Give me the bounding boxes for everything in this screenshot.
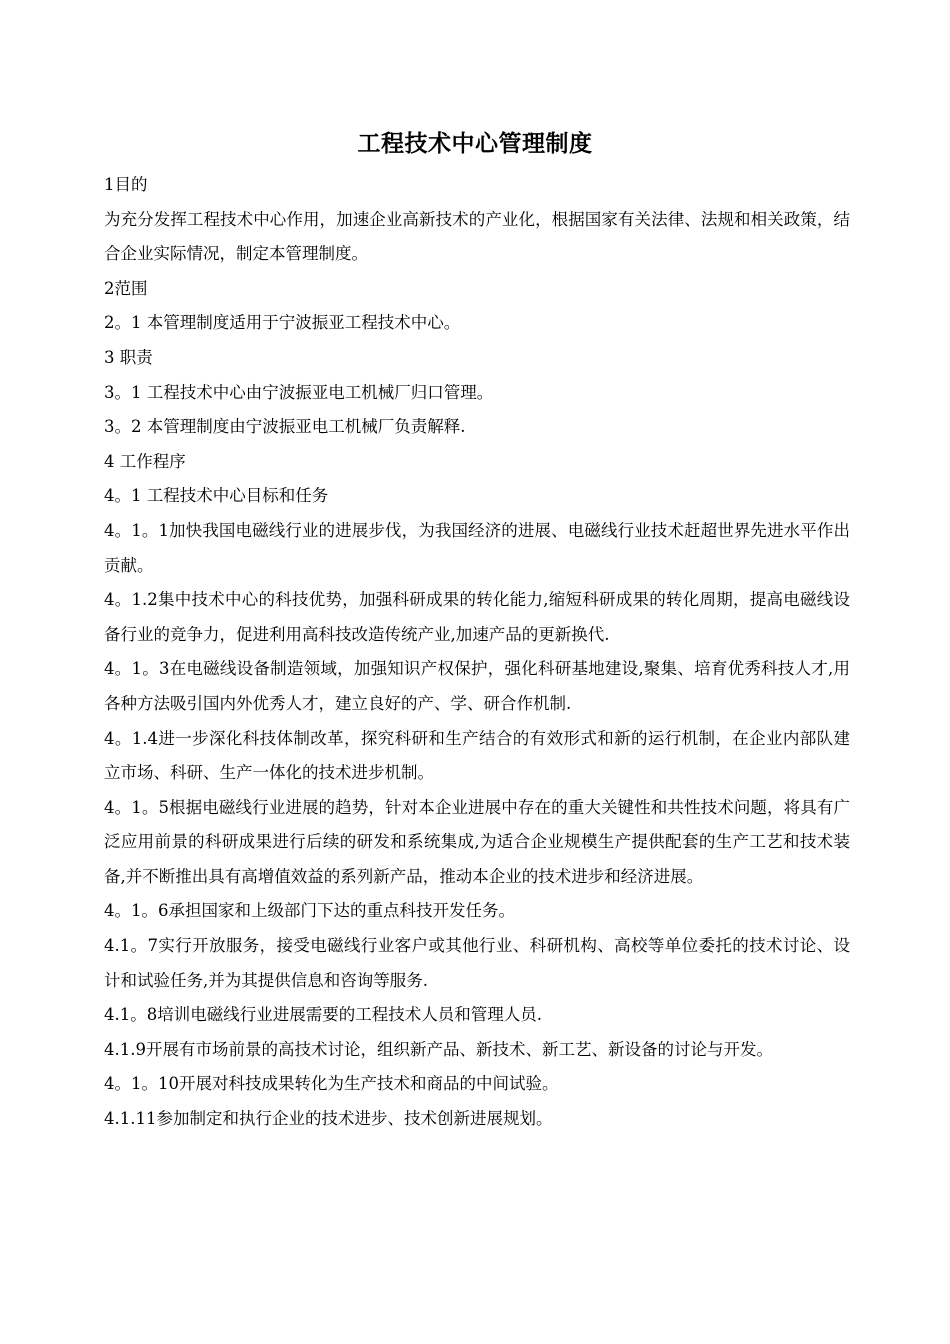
paragraph-4-1-7: 4.1。7实行开放服务，接受电磁线行业客户或其他行业、科研机构、高校等单位委托的技术讨论、设计和试验任务,并为其提供信息和咨询等服务. bbox=[104, 936, 850, 990]
paragraph-4-1-1: 4。1。1加快我国电磁线行业的进展步伐，为我国经济的进展、电磁线行业技术赶超世界先进水平作出贡献。 bbox=[104, 520, 850, 575]
paragraph-4-1-6: 4。1。6承担国家和上级部门下达的重点科技开发任务。 bbox=[104, 901, 515, 921]
paragraph-4-1-4: 4。1.4进一步深化科技体制改革，探究科研和生产结合的有效形式和新的运行机制，在企业内部队建立市场、科研、生产一体化的技术进步机制。 bbox=[104, 728, 850, 783]
document-body bbox=[104, 168, 850, 1137]
paragraph-4-1-11: 4.1.11参加制定和执行企业的技术进步、技术创新进展规划。 bbox=[104, 1109, 553, 1129]
paragraph-4-1-2: 4。1.2集中技术中心的科技优势，加强科研成果的转化能力,缩短科研成果的转化周期，提高电磁线设备行业的竞争力，促进利用高科技改造传统产业,加速产品的更新换代. bbox=[104, 590, 850, 644]
paragraph-4-1-5: 4。1。5根据电磁线行业进展的趋势，针对本企业进展中存在的重大关键性和共性技术问题，将具有广泛应用前景的科研成果进行后续的研发和系统集成,为适合企业规模生产提供配套的生产工艺和技术装备,并不断推出具有高增值效益的系列新产品，推动本企业的技术进步和经济进展。 bbox=[104, 797, 850, 886]
paragraph-purpose: 为充分发挥工程技术中心作用，加速企业高新技术的产业化，根据国家有关法律、法规和相关政策，结合企业实际情况，制定本管理制度。 bbox=[104, 209, 850, 264]
paragraph-2-1: 2。1 本管理制度适用于宁波振亚工程技术中心。 bbox=[104, 313, 461, 333]
paragraph-3-2: 3。2 本管理制度由宁波振亚电工机械厂负责解释. bbox=[104, 417, 466, 437]
section-heading-scope: 2范围 bbox=[104, 278, 148, 298]
paragraph-4-1: 4。1 工程技术中心目标和任务 bbox=[104, 486, 329, 506]
paragraph-4-1-8: 4.1。8培训电磁线行业进展需要的工程技术人员和管理人员. bbox=[104, 1005, 542, 1025]
section-heading-duties: 3 职责 bbox=[104, 347, 153, 367]
paragraph-4-1-9: 4.1.9开展有市场前景的高技术讨论，组织新产品、新技术、新工艺、新设备的讨论与开发。 bbox=[104, 1039, 773, 1059]
document-title: 工程技术中心管理制度 bbox=[357, 130, 593, 157]
paragraph-4-1-3: 4。1。3在电磁线设备制造领域，加强知识产权保护，强化科研基地建设,聚集、培育优秀科技人才,用各种方法吸引国内外优秀人才，建立良好的产、学、研合作机制. bbox=[104, 659, 850, 713]
section-heading-purpose: 1目的 bbox=[104, 175, 148, 194]
paragraph-4-1-10: 4。1。10开展对科技成果转化为生产技术和商品的中间试验。 bbox=[104, 1074, 559, 1094]
section-heading-procedure: 4 工作程序 bbox=[104, 451, 186, 471]
paragraph-3-1: 3。1 工程技术中心由宁波振亚电工机械厂归口管理。 bbox=[104, 382, 494, 402]
